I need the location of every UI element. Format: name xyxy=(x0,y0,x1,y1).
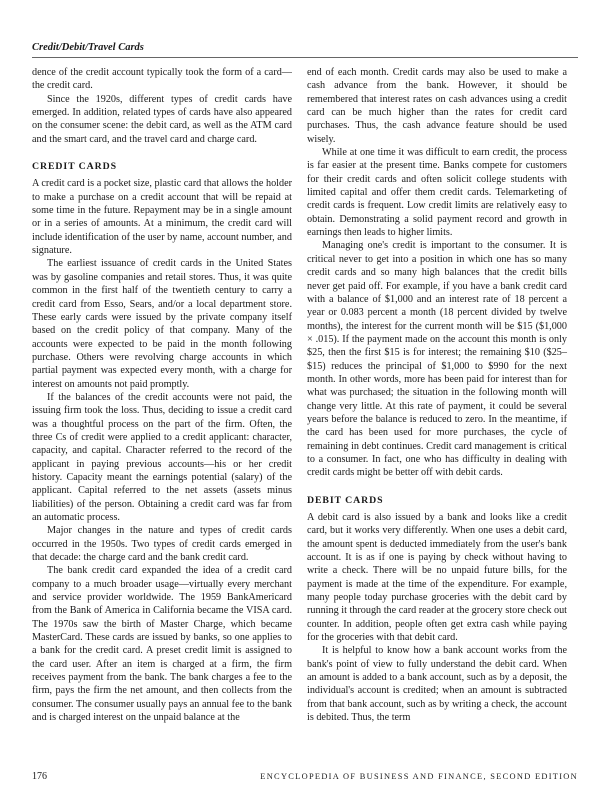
right-column xyxy=(307,66,567,725)
paragraph: The bank credit card expanded the idea of a credit card company to a much broader usage—virtually every merchant and service provider worldwide. The 1959 BankAmericard from the Bank of America in California became the VISA card. The 1970s saw the birth of Master Charge, which became MasterCard. These cards are issued by banks, so one applies to a bank for the credit card. A preset credit limit is assigned to the card user. After an item is charged at a firm, the firm receives payment from the bank. The bank charges a fee to the firm, pays the firm the net amount, and then collects from the consumer. The consumer usually pays an annual fee to the bank and is charged interest on the unpaid balance at the xyxy=(32,565,292,724)
paragraph: The earliest issuance of credit cards in the United States was by gasoline companies and retail stores. Thus, it was quite common in the first half of the twentieth century to carry a credit card from Esso, Sears, and/or a local department store. These early cards were issued by the private company itself based on the credit policy of that company. Many of the accounts were expected to be paid in the month following purchase. Others were revolving charge accounts in which partial payment was expected every month, with a charge for interest on amounts not paid promptly. xyxy=(32,258,292,390)
paragraph: A credit card is a pocket size, plastic card that allows the holder to make a purchase on a credit account that will be repaid at some time in the future. Repayment may be in a single amount or in a series of amounts. At a minimum, the credit card will include identification of the user by name, account number, and signature. xyxy=(32,178,292,257)
left-column xyxy=(32,66,292,725)
paragraph: end of each month. Credit cards may also be used to make a cash advance from the bank. However, it should be remembered that interest rates on cash advances using a credit card can be much higher than the rates for credit card purchases. Thus, the cash advance feature should be used wisely. xyxy=(307,67,567,145)
paragraph: If the balances of the credit accounts were not paid, the issuing firm took the loss. Thus, deciding to issue a credit card was a thoughtful process on the part of the firm. Often, the three Cs of credit were applied to a credit applicant: character, capacity, and capital. Character referred to the record of the applicant in paying previous accounts—his or her credit history. Capacity meant the earnings potential (salary) of the applicant. Capital referred to the net assets (assets minus liabilities) of the person. Obtaining a credit card was far from an automatic process. xyxy=(32,391,292,523)
paragraph: Managing one's credit is important to the consumer. It is critical never to get into a position in which one has so many credit cards and so many high balances that the credit bills never get paid off. For example, if you have a bank credit card with a balance of $1,000 and an interest rate of 18 percent a year or 0.083 percent a month (18 percent divided by twelve months), the interest for the current month will be $15 ($1,000 × .015). If the payment made on the account this month is only $25, then the first $15 is for interest; the remaining $10 ($25–$15) reduces the principal of $1,000 to $990 for the next month. In other words, more has been paid for interest than for what was purchased; the situation in the following month will change very little. At this rate of payment, it could be several years before the balance is reduced to zero. In the meantime, if the card has been used for more purchases, the cycle of remaining in debt continues. Credit card management is critical to a consumer. In fact, one who has difficulty in dealing with credit cards might be better off with debit cards. xyxy=(307,240,567,479)
paragraph: Since the 1920s, different types of credit cards have emerged. In addition, related types of cards have also appeared on the consumer scene: the debit card, as well as the ATM card and the smart card, and the travel card and charge card. xyxy=(32,93,292,145)
header-divider xyxy=(32,57,578,58)
paragraph: dence of the credit account typically took the form of a card—the credit card. xyxy=(32,67,292,92)
section-heading-debit-cards: DEBIT CARDS xyxy=(307,494,384,506)
paragraph: A debit card is also issued by a bank and looks like a credit card, but it works very differently. When one uses a debit card, the amount spent is deducted immediately from the user's bank account. It is as if one is paying by check without having to write a check. There will be no unpaid future bills, for the payment is made at the time of the expenditure. For example, many people today purchase groceries with the debit card by running it through the card reader at the grocery store check out counter. In addition, people often get extra cash while paying for the groceries with that debit card. xyxy=(307,512,567,644)
book-title: ENCYCLOPEDIA OF BUSINESS AND FINANCE, SECOND EDITION xyxy=(260,772,578,781)
page-number: 176 xyxy=(32,771,47,782)
paragraph: It is helpful to know how a bank account works from the bank's point of view to fully understand the debit card. When an amount is added to a bank account, such as by a deposit, the individual's account is credited; when an amount is subtracted from that bank account, such as by writing a check, the account is debited. Thus, the term xyxy=(307,645,567,724)
paragraph: While at one time it was difficult to earn credit, the process is far easier at the present time. Banks compete for customers for their credit cards and often solicit college students with limited capital and offer them credit cards. Telemarketing of credit cards is frequent. Low credit limits are relatively easy to obtain. Demonstrating a solid payment record and growth in earnings then leads to higher limits. xyxy=(307,147,567,239)
section-heading-credit-cards: CREDIT CARDS xyxy=(32,161,117,173)
running-header: Credit/Debit/Travel Cards xyxy=(32,42,144,53)
paragraph: Major changes in the nature and types of credit cards occurred in the 1950s. Two types of credit cards emerged in that decade: the charge card and the bank credit card. xyxy=(32,525,292,564)
